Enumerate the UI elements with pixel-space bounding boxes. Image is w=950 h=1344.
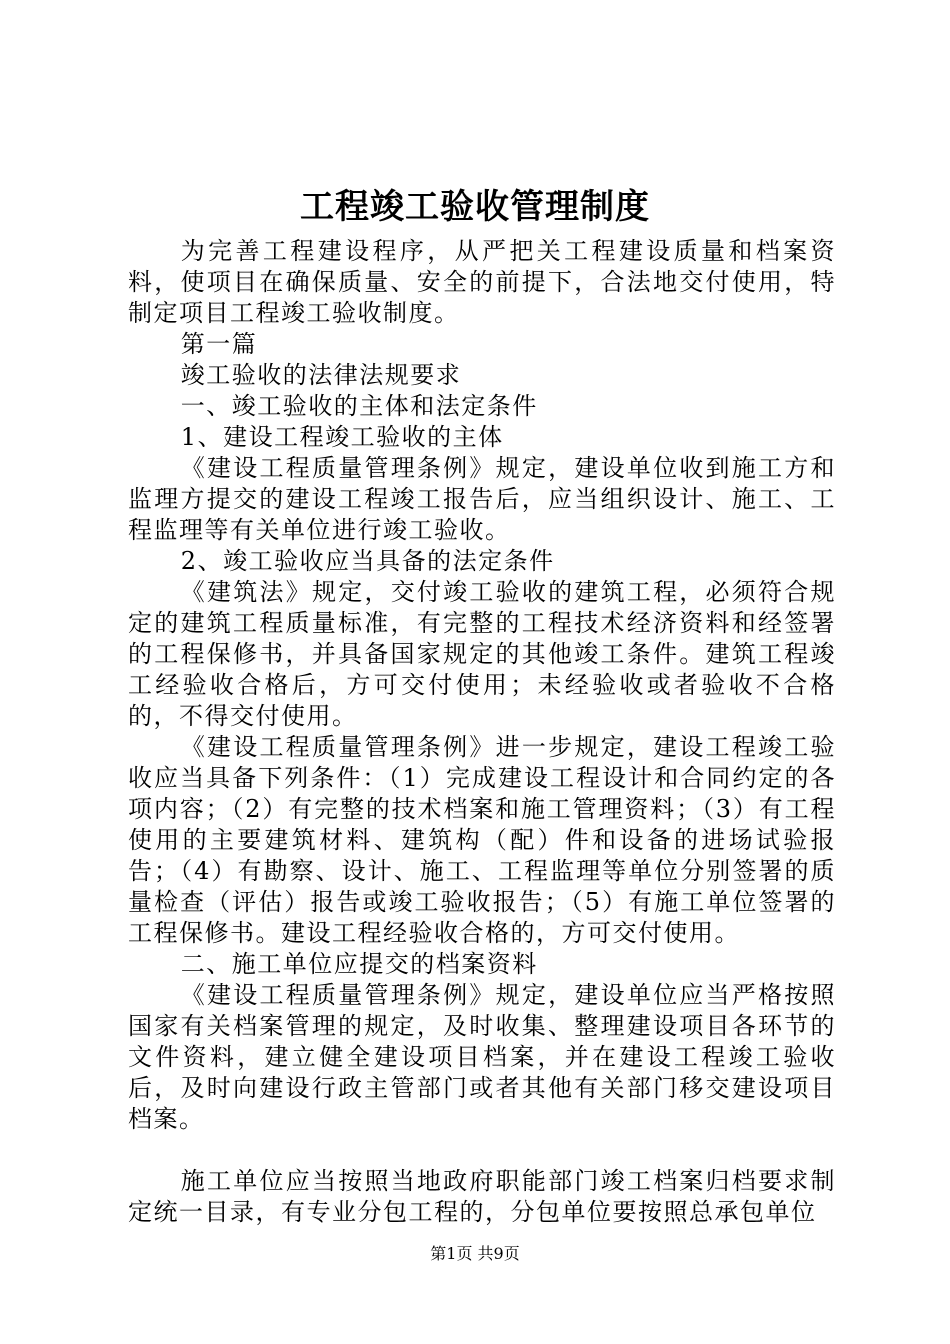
subsection-heading-1: 1、建设工程竣工验收的主体 xyxy=(180,423,504,451)
document-title: 工程竣工验收管理制度 xyxy=(300,187,650,227)
section-heading-2: 二、施工单位应提交的档案资料 xyxy=(180,950,538,978)
section-heading-1: 一、竣工验收的主体和法定条件 xyxy=(180,392,538,420)
paragraph-part-heading: 第一篇 xyxy=(180,330,258,358)
paragraph-intro: 为完善工程建设程序，从严把关工程建设质量和档案资料，使项目在确保质量、安全的前提下，合法地交付使用，特制定项目工程竣工验收制度。 xyxy=(128,237,836,327)
paragraph-part-title: 竣工验收的法律法规要求 xyxy=(180,361,462,389)
subsection-heading-2: 2、竣工验收应当具备的法定条件 xyxy=(180,547,555,575)
paragraph-regulation-3: 《建设工程质量管理条例》规定，建设单位应当严格按照国家有关档案管理的规定，及时收集、整理建设项目各环节的文件资料，建立健全建设项目档案，并在建设工程竣工验收后，及时向建设行政主管部门或者其他有关部门移交建设项目档案。 xyxy=(128,981,836,1133)
paragraph-contractor-archive: 施工单位应当按照当地政府职能部门竣工档案归档要求制定统一目录，有专业分包工程的，分包单位要按照总承包单位 xyxy=(128,1167,836,1226)
paragraph-regulation-1: 《建设工程质量管理条例》规定，建设单位收到施工方和监理方提交的建设工程竣工报告后，应当组织设计、施工、工程监理等有关单位进行竣工验收。 xyxy=(128,454,836,544)
paragraph-construction-law: 《建筑法》规定，交付竣工验收的建筑工程，必须符合规定的建筑工程质量标准，有完整的工程技术经济资料和经签署的工程保修书，并具备国家规定的其他竣工条件。建筑工程竣工经验收合格后，方可交付使用；未经验收或者验收不合格的，不得交付使用。 xyxy=(128,578,836,730)
paragraph-regulation-2: 《建设工程质量管理条例》进一步规定，建设工程竣工验收应当具备下列条件：（1）完成建设工程设计和合同约定的各项内容；（2）有完整的技术档案和施工管理资料；（3）有工程使用的主要建筑材料、建筑构（配）件和设备的进场试验报告；（4）有勘察、设计、施工、工程监理等单位分别签署的质量检查（评估）报告或竣工验收报告；（5）有施工单位签署的工程保修书。建设工程经验收合格的，方可交付使用。 xyxy=(128,733,836,947)
page-footer: 第1页 共9页 xyxy=(430,1244,520,1263)
document-body xyxy=(128,236,836,1228)
